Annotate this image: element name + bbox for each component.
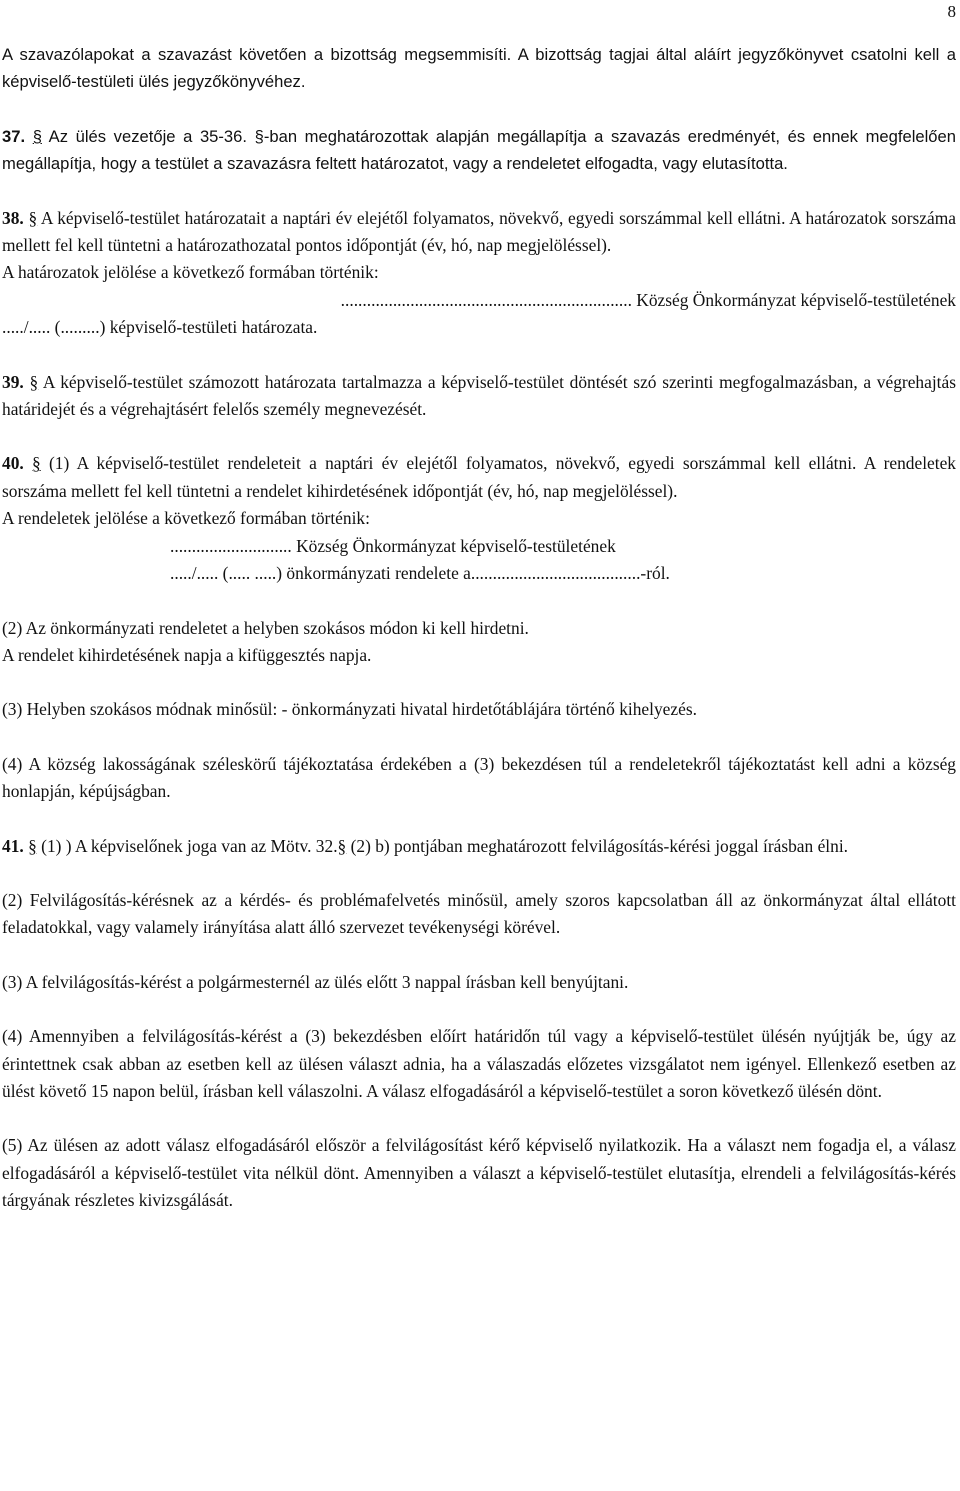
section-41-subsection-5: (5) Az ülésen az adott válasz elfogadásáról először a felvilágosítást kérő képviselő nyilatkozik. Ha a választ nem fogadja el, a válasz elfogadásáról a képviselő-testület vita nélkül dönt. Amennyiben a választ a képviselő-testület elutasítja, elrendeli a felvilágosítás-kérés tárgyának részletes kivizsgálását.: [2, 1135, 956, 1211]
paragraph-ballot-destruction: A szavazólapokat a szavazást követően a bizottság megsemmisíti. A bizottság tagjai által aláírt jegyzőkönyvet csatolni kell a képviselő-testületi ülés jegyzőkönyvéhez.: [2, 45, 956, 92]
section-text: (1) ) A képviselőnek joga van az Mötv. 32.: [36, 835, 338, 856]
section-41-subsection-4: (4) Amennyiben a felvilágosítás-kérést a (3) bekezdésben előírt határidőn túl vagy a képviselő-testület ülésén nyújtják be, úgy az érintettnek csak abban az esetben kell az ülésen választ adnia, ha a válaszadás előzetes vizsgálatot nem igényel. Ellenkező esetben az ülést követő 15 napon belül, írásban kell válaszolni. A válasz elfogadásáról a képviselő-testület a soron következő ülésén dönt.: [2, 1026, 956, 1101]
section-38: [2, 205, 956, 260]
resolution-format-line1: ................................................................... Község Önkormányzat képviselő-testületének: [340, 289, 956, 310]
section-39: [2, 369, 956, 424]
section-41-subsection-3: (3) A felvilágosítás-kérést a polgármesternél az ülés előtt 3 nappal írásban kell benyújtani.: [2, 971, 629, 992]
section-text: (1) A képviselő-testület rendeleteit a naptári év elejétől folyamatos, növekvő, egyedi sorszámmal kell ellátni. A rendeletek sorszáma mellett fel kell tüntetni a rendelet kihirdetésének időpontját (év, hó, nap megjelöléssel).: [2, 453, 956, 501]
section-number: 39.: [2, 371, 24, 392]
section-number: 38.: [2, 207, 24, 228]
resolution-format-line2: ...../..... (.........) képviselő-testületi határozata.: [2, 317, 318, 338]
section-41: [2, 833, 956, 860]
section-40-subsection-2a: (2) Az önkormányzati rendeletet a helyben szokásos módon ki kell hirdetni.: [2, 617, 529, 638]
section-37: [2, 123, 956, 178]
page-number: 8: [947, 2, 956, 21]
section-number: 40.: [2, 453, 24, 474]
section-sign: §: [32, 126, 42, 146]
decree-format-line2: ...../..... (..... .....) önkormányzati rendelete a.......................................-ról.: [170, 563, 670, 584]
section-text: A képviselő-testület határozatait a naptári év elejétől folyamatos, növekvő, egyedi sorszámmal kell ellátni. A határozatok sorszáma mellett fel kell tüntetni a határozathozatal pontos időpontját (év, hó, nap megjelöléssel).: [2, 207, 956, 256]
section-text: (2) b) pontjában meghatározott felvilágosítás-kérési joggal írásban élni.: [346, 835, 848, 856]
document-body: [2, 41, 956, 1215]
section-sign: §: [28, 835, 37, 856]
section-number: 41.: [2, 835, 24, 856]
section-number: 37.: [2, 126, 26, 146]
section-40-subsection-4: (4) A község lakosságának széleskörű tájékoztatása érdekében a (3) bekezdésen túl a rendeletekről tájékoztatást kell adni a község honlapján, képújságban.: [2, 753, 956, 802]
section-text: Az ülés vezetője a 35-36. §-ban meghatározottak alapján megállapítja a szavazás eredményét, és ennek megfelelően megállapítja, hogy a testület a szavazásra feltett határozatot, vagy a rendeletet elfogadta, vagy elutasította.: [2, 126, 956, 174]
section-40-subsection-3: (3) Helyben szokásos módnak minősül: - önkormányzati hivatal hirdetőtáblájára történő kihelyezés.: [2, 699, 697, 720]
decree-format-intro: A rendeletek jelölése a következő formában történik:: [2, 508, 370, 529]
decree-format-line1: ............................ Község Önkormányzat képviselő-testületének: [170, 535, 616, 556]
section-41-subsection-2: (2) Felvilágosítás-kérésnek az a kérdés- és problémafelvetés minősül, amely szoros kapcsolatban áll az önkormányzat által ellátott feladatokkal, vagy valamely irányítása alatt álló szervezet tevékenységi körével.: [2, 889, 956, 938]
section-40-subsection-2b: A rendelet kihirdetésének napja a kifüggesztés napja.: [2, 644, 372, 665]
section-sign: §: [29, 371, 39, 392]
section-sign: §: [337, 835, 347, 856]
resolution-format-intro: A határozatok jelölése a következő formában történik:: [2, 262, 379, 283]
section-40: [2, 450, 956, 505]
section-sign: §: [28, 207, 38, 228]
section-sign: §: [32, 453, 41, 474]
section-text: A képviselő-testület számozott határozata tartalmazza a képviselő-testület döntését szó szerinti megfogalmazásban, a végrehajtás határidejét és a végrehajtásért felelős személy megnevezését.: [2, 371, 956, 420]
